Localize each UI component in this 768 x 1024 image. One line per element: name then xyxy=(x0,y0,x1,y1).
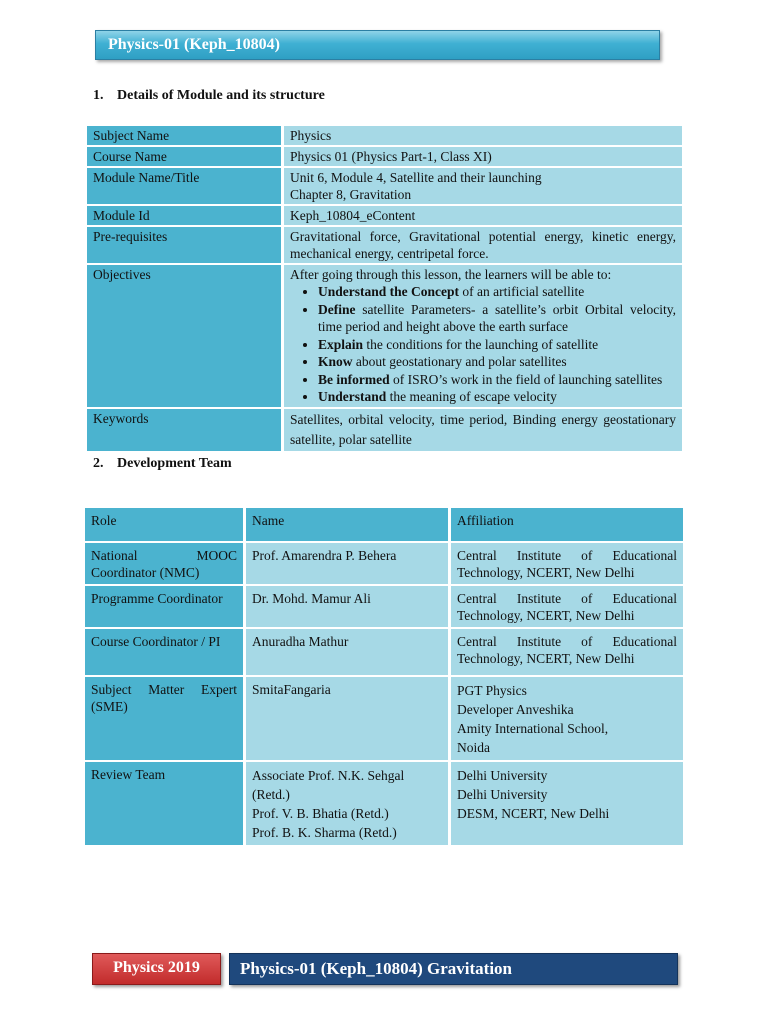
row-label: Module Id xyxy=(87,206,281,225)
name-cell: Prof. Amarendra P. Behera xyxy=(246,543,448,584)
role-cell: National MOOC Coordinator (NMC) xyxy=(85,543,243,584)
header-title: Physics-01 (Keph_10804) xyxy=(108,36,280,53)
objective-text: about geostationary and polar satellites xyxy=(352,354,567,369)
table-row xyxy=(85,677,683,760)
table-row xyxy=(87,168,682,204)
footer-title-bar: Physics-01 (Keph_10804) Gravitation xyxy=(229,953,678,985)
row-label: Keywords xyxy=(87,409,281,451)
name-cell: SmitaFangaria xyxy=(246,677,448,760)
table-row xyxy=(87,227,682,263)
row-value: Satellites, orbital velocity, time period, Binding energy geostationary satellite, polar satellite xyxy=(284,409,682,451)
row-value: Gravitational force, Gravitational potential energy, kinetic energy, mechanical energy, centripetal force. xyxy=(284,227,682,263)
column-header: Role xyxy=(85,508,243,541)
row-label: Pre-requisites xyxy=(87,227,281,263)
affiliation-line: Delhi University xyxy=(457,768,548,783)
affiliation-line: Noida xyxy=(457,740,490,755)
row-value: Physics xyxy=(284,126,682,145)
table-row xyxy=(87,206,682,225)
section-title: Details of Module and its structure xyxy=(117,88,325,103)
development-team-table xyxy=(82,506,686,847)
objective-keyword: Know xyxy=(318,354,353,369)
name-line: Associate Prof. N.K. Sehgal (Retd.) xyxy=(252,768,405,802)
row-value: Physics 01 (Physics Part-1, Class XI) xyxy=(284,147,682,166)
name-line: Prof. V. B. Bhatia (Retd.) xyxy=(252,806,389,821)
table-row xyxy=(87,409,682,451)
objective-text: the conditions for the launching of satellite xyxy=(363,336,599,352)
role-cell: Review Team xyxy=(85,762,243,845)
affiliation-line: Developer Anveshika xyxy=(457,702,574,717)
affiliation-cell xyxy=(451,677,683,760)
list-item xyxy=(318,336,676,354)
affiliation-cell: Central Institute of Educational Technology, NCERT, New Delhi xyxy=(451,543,683,584)
table-row xyxy=(85,762,683,845)
table-row xyxy=(85,543,683,584)
table-row xyxy=(87,147,682,166)
objective-keyword: Explain xyxy=(318,336,364,352)
section-number: 2. xyxy=(93,456,104,471)
row-label: Objectives xyxy=(87,265,281,407)
table-row xyxy=(87,265,682,407)
affiliation-line: Amity International School, xyxy=(457,721,609,736)
module-details-table xyxy=(84,124,685,453)
module-chapter-line: Chapter 8, Gravitation xyxy=(290,187,412,202)
row-label: Course Name xyxy=(87,147,281,166)
row-label: Module Name/Title xyxy=(87,168,281,204)
list-item xyxy=(318,388,676,406)
column-header: Affiliation xyxy=(451,508,683,541)
header-banner xyxy=(95,30,660,60)
affiliation-line: PGT Physics xyxy=(457,683,527,698)
affiliation-cell: Central Institute of Educational Technology, NCERT, New Delhi xyxy=(451,586,683,627)
footer-year-badge: Physics 2019 xyxy=(92,953,221,985)
role-cell: Subject Matter Expert (SME) xyxy=(85,677,243,760)
affiliation-line: DESM, NCERT, New Delhi xyxy=(457,806,610,821)
objective-keyword: Understand xyxy=(318,389,387,404)
module-title-line: Unit 6, Module 4, Satellite and their launching xyxy=(290,170,542,185)
objective-text: of an artificial satellite xyxy=(459,284,585,299)
name-cell: Anuradha Mathur xyxy=(246,629,448,675)
list-item xyxy=(318,283,676,301)
list-item xyxy=(318,301,676,336)
objectives-list xyxy=(290,283,676,406)
objective-text: satellite Parameters- a satellite’s orbit Orbital velocity, time period and height above the earth surface xyxy=(318,301,676,334)
section-title: Development Team xyxy=(117,456,232,471)
table-header-row xyxy=(85,508,683,541)
objective-text: of ISRO’s work in the field of launching satellites xyxy=(389,371,663,387)
column-header: Name xyxy=(246,508,448,541)
objectives-cell xyxy=(284,265,682,407)
row-value xyxy=(284,168,682,204)
name-cell: Dr. Mohd. Mamur Ali xyxy=(246,586,448,627)
affiliation-cell: Central Institute of Educational Technology, NCERT, New Delhi xyxy=(451,629,683,675)
table-row xyxy=(85,629,683,675)
section-number: 1. xyxy=(93,88,104,103)
affiliation-line: Delhi University xyxy=(457,787,548,802)
affiliation-cell xyxy=(451,762,683,845)
row-label: Subject Name xyxy=(87,126,281,145)
name-cell xyxy=(246,762,448,845)
section-heading-module xyxy=(93,88,325,104)
name-line: Prof. B. K. Sharma (Retd.) xyxy=(252,825,397,840)
role-cell: Programme Coordinator xyxy=(85,586,243,627)
list-item xyxy=(318,371,676,389)
objective-keyword: Define xyxy=(318,301,356,317)
table-row xyxy=(85,586,683,627)
table-row xyxy=(87,126,682,145)
row-value: Keph_10804_eContent xyxy=(284,206,682,225)
objective-text: the meaning of escape velocity xyxy=(386,389,557,404)
section-heading-team xyxy=(93,456,232,472)
list-item xyxy=(318,353,676,371)
objectives-intro: After going through this lesson, the learners will be able to: xyxy=(290,267,612,282)
role-cell: Course Coordinator / PI xyxy=(85,629,243,675)
objective-keyword: Understand the Concept xyxy=(318,284,460,299)
objective-keyword: Be informed xyxy=(318,371,390,387)
